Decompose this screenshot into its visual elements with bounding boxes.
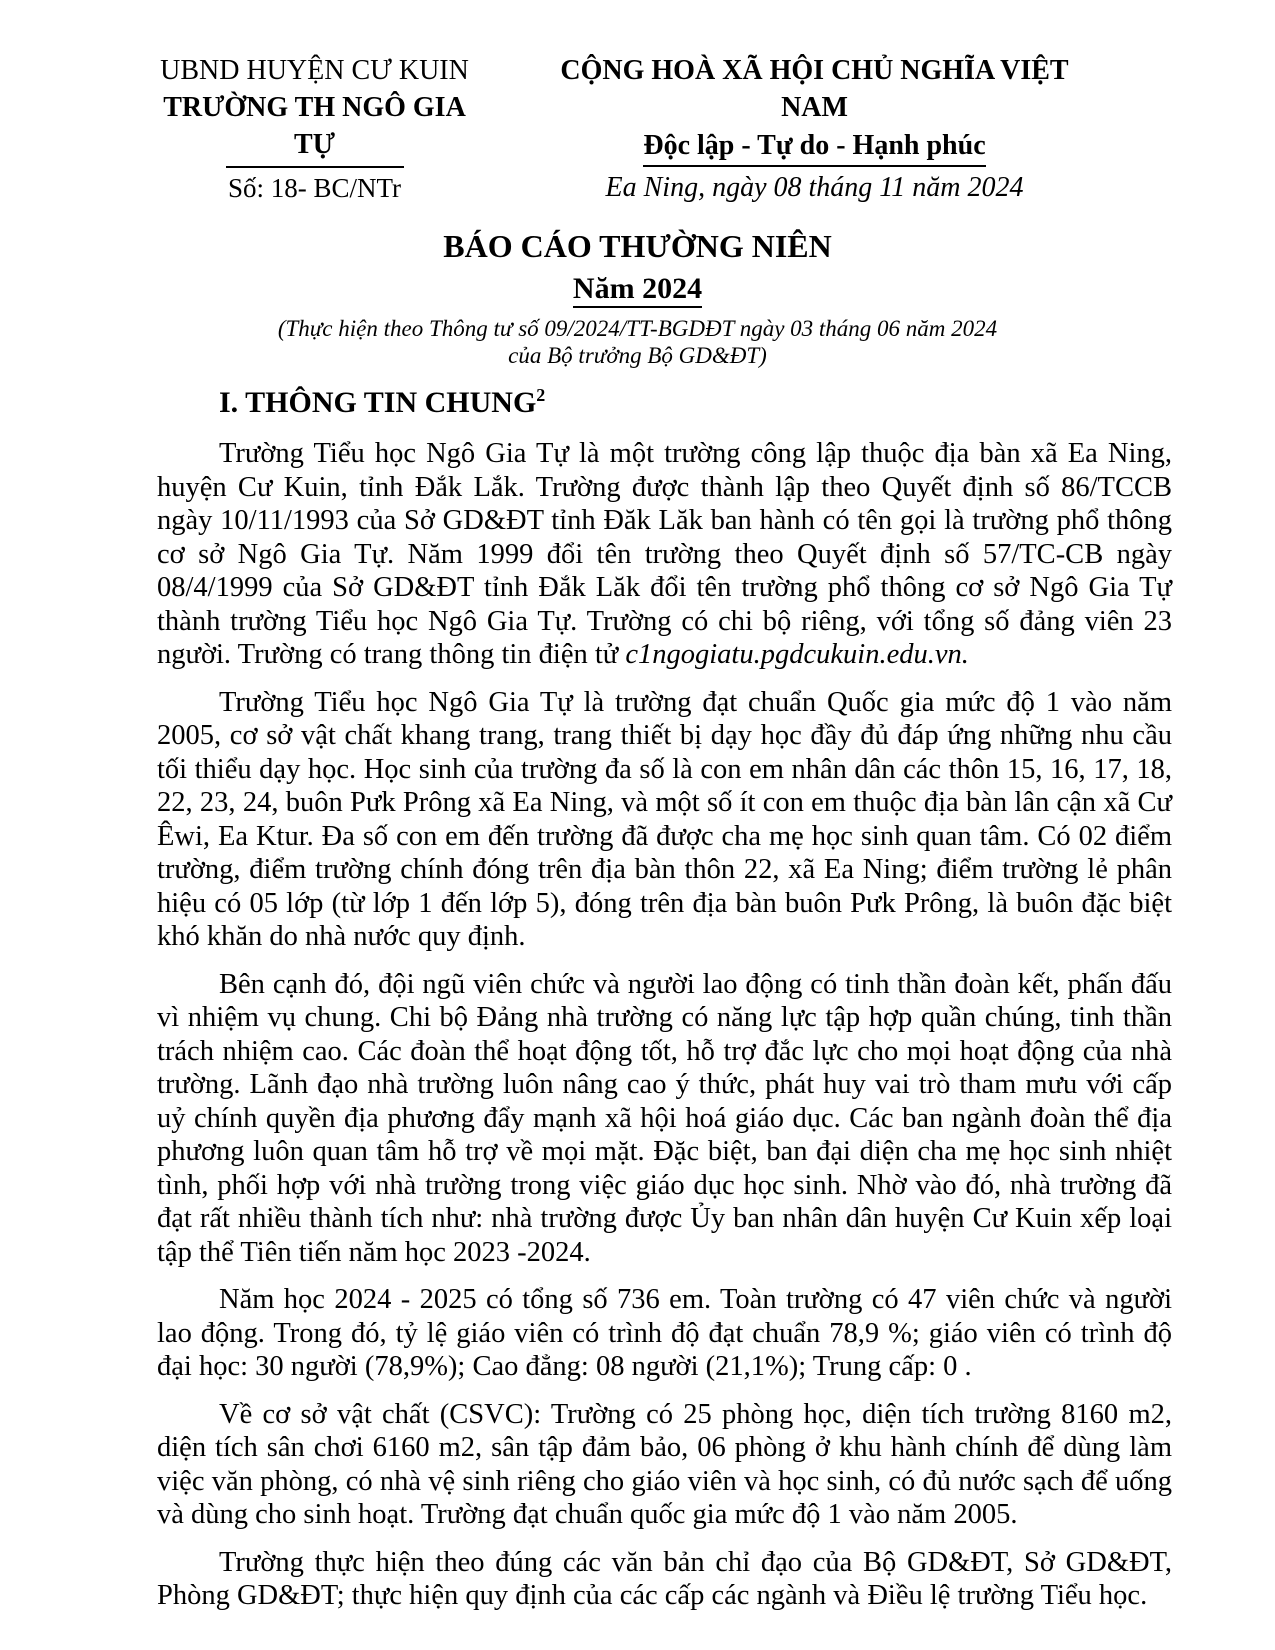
org-name-underline <box>226 166 404 168</box>
school-website-text: c1ngogiatu.pgdcukuin.edu.vn. <box>625 639 969 670</box>
national-header-block <box>532 52 1097 207</box>
document-year-text: Năm 2024 <box>573 272 702 308</box>
national-motto-text: Độc lập - Tự do - Hạnh phúc <box>643 127 985 167</box>
document-year <box>0 272 1275 308</box>
section-heading <box>219 386 1172 420</box>
national-title: CỘNG HOÀ XÃ HỘI CHỦ NGHĨA VIỆT NAM <box>560 55 1069 123</box>
paragraph-text: Trường Tiểu học Ngô Gia Tự là một trường công lập thuộc địa bàn xã Ea Ning, huyện Cư Kuin, tỉnh Đắk Lắk. Trường được thành lập theo Quyết định số 86/TCCB ngày 10/11/1993 của Sở GD&ĐT tỉnh Đăk Lăk ban hành có tên gọi là trường phổ thông cơ sở Ngô Gia Tự. Năm 1999 đổi tên trường theo Quyết định số 57/TC-CB ngày 08/4/1999 của Sở GD&ĐT tỉnh Đắk Lăk đổi tên trường phổ thông cơ sở Ngô Gia Tự thành trường Tiểu học Ngô Gia Tự. Trường có chi bộ riêng, với tổng số đảng viên 23 người. Trường có trang thông tin điện tử <box>157 438 1172 670</box>
place-and-date: Ea Ning, ngày 08 tháng 11 năm 2024 <box>605 172 1024 203</box>
issuing-org-block <box>142 52 487 207</box>
paragraph-school-standard: Trường Tiểu học Ngô Gia Tự là trường đạt chuẩn Quốc gia mức độ 1 vào năm 2005, cơ sở vật chất khang trang, trang thiết bị dạy học đầy đủ đáp ứng những nhu cầu tối thiểu dạy học. Học sinh của trường đa số là con em nhân dân các thôn 15, 16, 17, 18, 22, 23, 24, buôn Pưk Prông xã Ea Ning, và một số ít con em thuộc địa bàn lân cận xã Cư Êwi, Ea Ktur. Đa số con em đến trường đã được cha mẹ học sinh quan tâm. Có 02 điểm trường, điểm trường chính đóng trên địa bàn thôn 22, xã Ea Ning; điểm trường lẻ phân hiệu có 05 lớp (từ lớp 1 đến lớp 5), đóng trên địa bàn buôn Pưk Prông, là buôn đặc biệt khó khăn do nhà nước quy định. <box>157 686 1172 952</box>
org-parent-name: UBND HUYỆN CƯ KUIN <box>160 55 469 86</box>
paragraph-school-overview <box>157 437 1172 672</box>
document-title: BÁO CÁO THƯỜNG NIÊN <box>443 228 832 264</box>
footnote-marker: 2 <box>536 385 546 405</box>
national-motto <box>532 127 1097 167</box>
paragraph-staff-community: Bên cạnh đó, đội ngũ viên chức và người lao động có tinh thần đoàn kết, phấn đấu vì nhiệm vụ chung. Chi bộ Đảng nhà trường có năng lực tập hợp quần chúng, tinh thần trách nhiệm cao. Các đoàn thể hoạt động tốt, hỗ trợ đắc lực cho mọi hoạt động của nhà trường. Lãnh đạo nhà trường luôn nâng cao ý thức, phát huy vai trò tham mưu với cấp uỷ chính quyền địa phương đẩy mạnh xã hội hoá giáo dục. Các ban ngành đoàn thể địa phương luôn quan tâm hỗ trợ về mọi mặt. Đặc biệt, ban đại diện cha mẹ học sinh nhiệt tình, phối hợp với nhà trường trong việc giáo dục học sinh. Nhờ vào đó, nhà trường đã đạt rất nhiều thành tích như: nhà trường được Ủy ban nhân dân huyện Cư Kuin xếp loại tập thể Tiên tiến năm học 2023 -2024. <box>157 968 1172 1268</box>
section-heading-text: I. THÔNG TIN CHUNG <box>219 386 537 419</box>
org-name: TRƯỜNG TH NGÔ GIA TỰ <box>163 92 466 160</box>
title-block <box>0 228 1275 369</box>
subtitle-line-1: (Thực hiện theo Thông tư số 09/2024/TT-BGDĐT ngày 03 tháng 06 năm 2024 <box>277 316 998 341</box>
document-header <box>0 0 1275 207</box>
document-body <box>157 386 1172 1613</box>
subtitle-line-2: của Bộ trưởng Bộ GD&ĐT) <box>508 343 767 368</box>
paragraph-facilities: Về cơ sở vật chất (CSVC): Trường có 25 phòng học, diện tích trường 8160 m2, diện tích sân chơi 6160 m2, sân tập đảm bảo, 06 phòng ở khu hành chính để dùng làm việc văn phòng, có nhà vệ sinh riêng cho giáo viên và học sinh, có đủ nước sạch để uống và dùng cho sinh hoạt. Trường đạt chuẩn quốc gia mức độ 1 vào năm 2005. <box>157 1398 1172 1530</box>
paragraph-compliance: Trường thực hiện theo đúng các văn bản chỉ đạo của Bộ GD&ĐT, Sở GD&ĐT, Phòng GD&ĐT; thực hiện quy định của các cấp các ngành và Điều lệ trường Tiểu học. <box>157 1546 1172 1611</box>
document-number: Số: 18- BC/NTr <box>227 173 402 203</box>
paragraph-enrollment-stats: Năm học 2024 - 2025 có tổng số 736 em. Toàn trường có 47 viên chức và người lao động. Trong đó, tỷ lệ giáo viên có trình độ đạt chuẩn 78,9 %; giáo viên có trình độ đại học: 30 người (78,9%); Cao đẳng: 08 người (21,1%); Trung cấp: 0 . <box>157 1284 1172 1382</box>
